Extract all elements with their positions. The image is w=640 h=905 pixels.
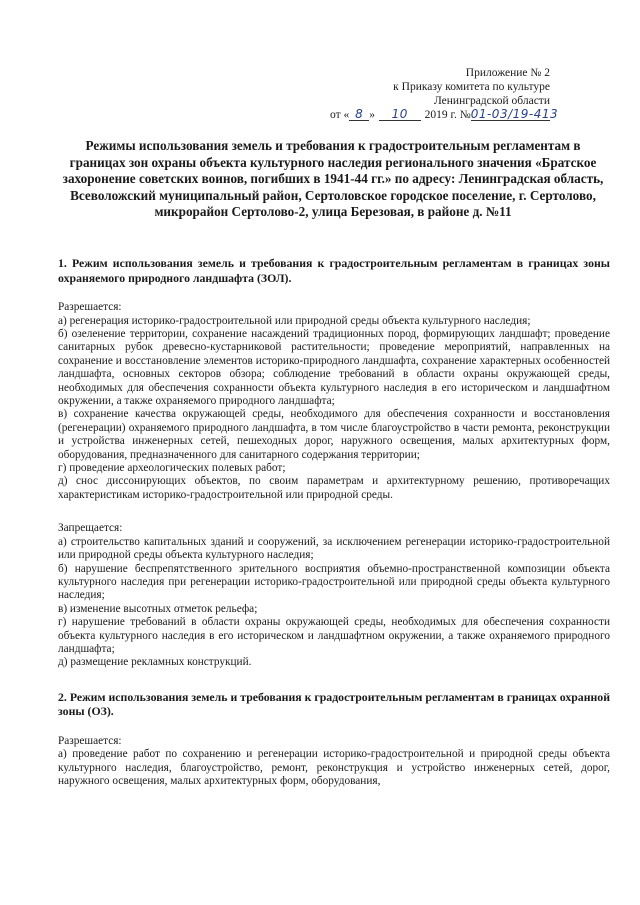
section-1-allowed-item: в) сохранение качества окружающей среды, необходимого для обеспечения сохранности и восстановления (регенерации) охраняемого природного ландшафта, в том числе благоустройство в части ремонта, реконструкции и устройства инженерных сетей, пешеходных дорог, наружного освещения, малых архитектурных форм, оборудования, предназначенного для санитарного содержания территории; bbox=[58, 408, 610, 461]
appendix-header bbox=[330, 66, 559, 122]
section-2-allowed-label: Разрешается: bbox=[58, 734, 122, 747]
section-1-allowed-item: б) озеленение территории, сохранение насаждений традиционных пород, формирующих ландшафт; проведение санитарных рубок древесно-кустарниковой растительности; проведение мероприятий, направленных на сохранение и восстановление элементов историко-природного ландшафта, сохранение характерных особенностей ландшафта, основных секторов обзора; соблюдение требований в области охраны окружающей среды, необходимых для обеспечения сохранности объекта культурного наследия в его историческом и ландшафтном окружении, а также охраняемого природного ландшафта; bbox=[58, 328, 610, 408]
spacer bbox=[58, 670, 610, 690]
section-1-forbidden-item: а) строительство капитальных зданий и сооружений, за исключением регенерации историко-градостроительной или природной среды объекта культурного наследия; bbox=[58, 535, 610, 562]
spacer bbox=[58, 502, 610, 522]
section-1-forbidden-item: б) нарушение беспрепятственного зрительного восприятия объемно-пространственной композиции объекта культурного наследия при регенерации историко-градостроительной или природной среды объекта культурного наследия; bbox=[58, 562, 610, 602]
section-1-allowed-item: д) снос диссонирующих объектов, по своим параметрам и архитектурному решению, противоречащих характеристикам историко-градостроительной или природной среды. bbox=[58, 475, 610, 501]
order-date-line bbox=[330, 107, 559, 122]
section-1-forbidden-label: Запрещается: bbox=[58, 522, 123, 535]
date-year: 2019 г. № bbox=[424, 109, 471, 121]
section-1-allowed-item: а) регенерация историко-градостроительной или природной среды объекта культурного наследия; bbox=[58, 314, 531, 327]
order-number: 01-03/19-413 bbox=[470, 107, 559, 121]
appendix-number: Приложение № 2 bbox=[465, 67, 550, 79]
section-1-allowed-item: г) проведение археологических полевых работ; bbox=[58, 462, 286, 475]
date-month: 10 bbox=[379, 108, 421, 121]
order-reference: к Приказу комитета по культуре bbox=[393, 81, 550, 93]
section-2-heading: 2. Режим использования земель и требования к градостроительным регламентам в границах охранной зоны (ОЗ). bbox=[58, 689, 610, 719]
section-2-allowed-item: а) проведение работ по сохранению и регенерации историко-градостроительной и природной среды объекта культурного наследия, благоустройство, ремонт, реконструкция и устройство инженерных сетей, дорог, наружного освещения, малых архитектурных форм, оборудования, bbox=[58, 748, 610, 788]
section-1-heading: 1. Режим использования земель и требования к градостроительным регламентам в границах зоны охраняемого природного ландшафта (ЗОЛ). bbox=[58, 256, 610, 285]
section-1-forbidden-item: в) изменение высотных отметок рельефа; bbox=[58, 602, 258, 615]
section-1-forbidden-item: д) размещение рекламных конструкций. bbox=[58, 656, 252, 669]
date-day: 8 bbox=[349, 108, 369, 121]
date-mid: » bbox=[369, 109, 375, 121]
section-1-forbidden-item: г) нарушение требований в области охраны окружающей среды, необходимых для обеспечения сохранности объекта культурного наследия в его историческом и ландшафтном окружении, а также охраняемого природного ландшафта; bbox=[58, 616, 610, 655]
region-name: Ленинградской области bbox=[433, 95, 550, 107]
document-body bbox=[58, 256, 610, 789]
date-prefix: от « bbox=[330, 109, 350, 121]
document-title: Режимы использования земель и требования к градостроительным регламентам в границах зон охраны объекта культурного наследия регионального значения «Братское захоронение советских воинов, погибших в 1941-44 гг.» по адресу: Ленинградская область, Всеволожский муниципальный район, Сертоловское городское поселение, г. Сертолово, микрорайон Сертолово-2, улица Березовая, в районе д. №11 bbox=[62, 138, 604, 220]
section-1-allowed-label: Разрешается: bbox=[58, 301, 122, 314]
